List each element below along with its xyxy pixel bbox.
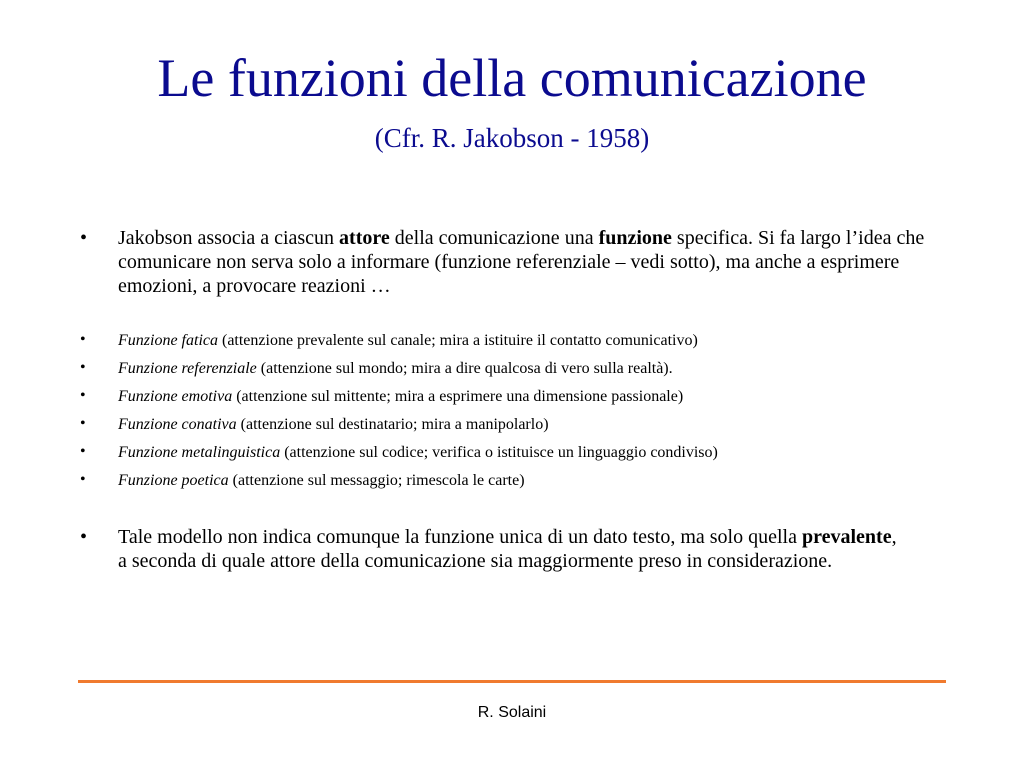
function-item-metalinguistica [80, 443, 970, 463]
bullet-marker: • [80, 227, 88, 249]
function-name: Funzione metalinguistica [118, 444, 281, 461]
bullet-marker: • [80, 387, 86, 404]
function-item-referenziale [80, 359, 970, 379]
function-name: Funzione emotiva [118, 388, 233, 405]
intro-text-1: Jakobson associa a ciascun [118, 227, 340, 249]
conclusion-bold-prevalente: prevalente [801, 526, 892, 548]
intro-text-3: specifica. Si fa largo l’idea che comunicare non serva solo a informare (funzione referenziale – vedi sotto), ma anche a esprimere emozioni, a provocare reazioni … [118, 227, 925, 297]
function-desc: (attenzione prevalente sul canale; mira a istituire il contatto comunicativo) [217, 332, 698, 349]
conclusion-text-1: Tale modello non indica comunque la funzione unica di un dato testo, ma solo quella [118, 526, 802, 548]
function-name: Funzione conativa [118, 416, 237, 433]
intro-bold-attore: attore [339, 227, 390, 249]
intro-text-2: della comunicazione una [389, 227, 599, 249]
function-name: Funzione fatica [118, 332, 218, 349]
function-desc: (attenzione sul mittente; mira a esprimere una dimensione passionale) [232, 388, 684, 405]
function-desc: (attenzione sul codice; verifica o istituisce un linguaggio condiviso) [280, 444, 718, 461]
conclusion-bullet [80, 525, 970, 573]
intro-bold-funzione: funzione [598, 227, 672, 249]
slide-subtitle: (Cfr. R. Jakobson - 1958) [374, 123, 650, 153]
function-desc: (attenzione sul mondo; mira a dire qualcosa di vero sulla realtà). [256, 360, 673, 377]
function-desc: (attenzione sul destinatario; mira a manipolarlo) [236, 416, 549, 433]
footer-author: R. Solaini [477, 704, 547, 721]
function-item-emotiva [80, 387, 970, 407]
bullet-marker: • [80, 471, 86, 488]
bullet-marker: • [80, 359, 86, 376]
bullet-marker: • [80, 443, 86, 460]
function-item-poetica [80, 471, 970, 491]
intro-bullet [80, 226, 970, 298]
slide-content [80, 226, 970, 573]
bullet-marker: • [80, 331, 86, 348]
slide-title: Le funzioni della comunicazione [157, 48, 867, 108]
function-desc: (attenzione sul messaggio; rimescola le carte) [228, 472, 525, 489]
bullet-marker: • [80, 415, 86, 432]
function-item-fatica [80, 331, 970, 351]
footer-divider [78, 680, 946, 683]
function-name: Funzione referenziale [118, 360, 257, 377]
function-item-conativa [80, 415, 970, 435]
bullet-marker: • [80, 526, 88, 548]
function-name: Funzione poetica [118, 472, 229, 489]
conclusion-text-2: , a seconda di quale attore della comunicazione sia maggiormente preso in considerazione. [118, 526, 897, 572]
